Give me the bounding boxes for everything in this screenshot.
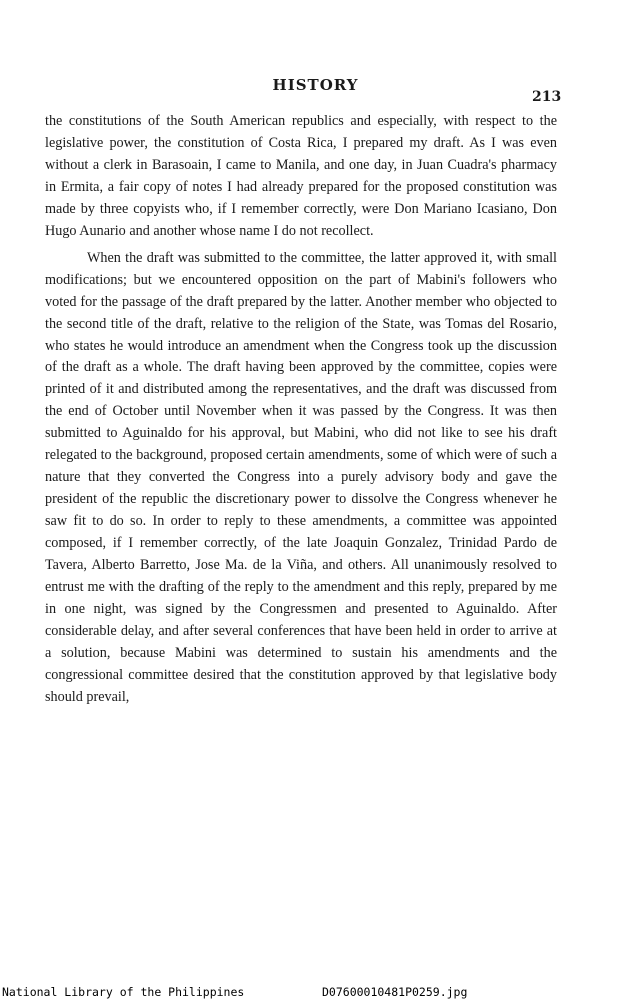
- paragraph-2: When the draft was submitted to the committee, the latter approved it, with small modifications; but we encountered opposition on the part of Mabini's followers who voted for the passage of the draft prepared by the latter. Another member who objected to the second title of the draft, relative to the religion of the State, was Tomas del Rosario, who states he would introduce an amendment when the Congress took up the discussion of the draft as a whole. The draft having been approved by the committee, copies were printed of it and distributed among the representatives, and the draft was discussed from the end of October until November when it was passed by the Congress. It was then submitted to Aguinaldo for his approval, but Mabini, who did not like to see his draft relegated to the background, proposed certain amendments, some of which were of such a nature that they converted the Congress into a purely advisory body and gave the president of the republic the discretionary power to dissolve the Congress whenever he saw fit to do so. In order to reply to these amendments, a committee was appointed composed, if I remember correctly, of the late Joaquin Gonzalez, Trinidad Pardo de Tavera, Alberto Barretto, Jose Ma. de la Viña, and others. All unanimously resolved to entrust me with the drafting of the reply to the amendment and this reply, prepared by me in one night, was signed by the Congressmen and presented to Aguinaldo. After considerable delay, and after several conferences that have been held in order to arrive at a solution, because Mabini was determined to sustain his amendments and the congressional committee desired that the constitution approved by that legislative body should prevail,: [45, 249, 557, 705]
- scan-footer: [0, 986, 631, 999]
- footer-source: National Library of the Philippines: [2, 985, 245, 999]
- page-number: 213: [532, 89, 562, 105]
- page-body: [45, 111, 557, 709]
- footer-filename: D07600010481P0259.jpg: [322, 985, 468, 999]
- paragraph-1: the constitutions of the South American republics and especially, with respect to the legislative power, the constitution of Costa Rica, I prepared my draft. As I was even without a clerk in Barasoain, I came to Manila, and one day, in Juan Cuadra's pharmacy in Ermita, a fair copy of notes I had already prepared for the proposed constitution was made by three copyists who, if I remember correctly, were Don Mariano Icasiano, Don Hugo Aunario and another whose name I do not recollect.: [45, 113, 557, 239]
- running-title: HISTORY: [272, 76, 359, 94]
